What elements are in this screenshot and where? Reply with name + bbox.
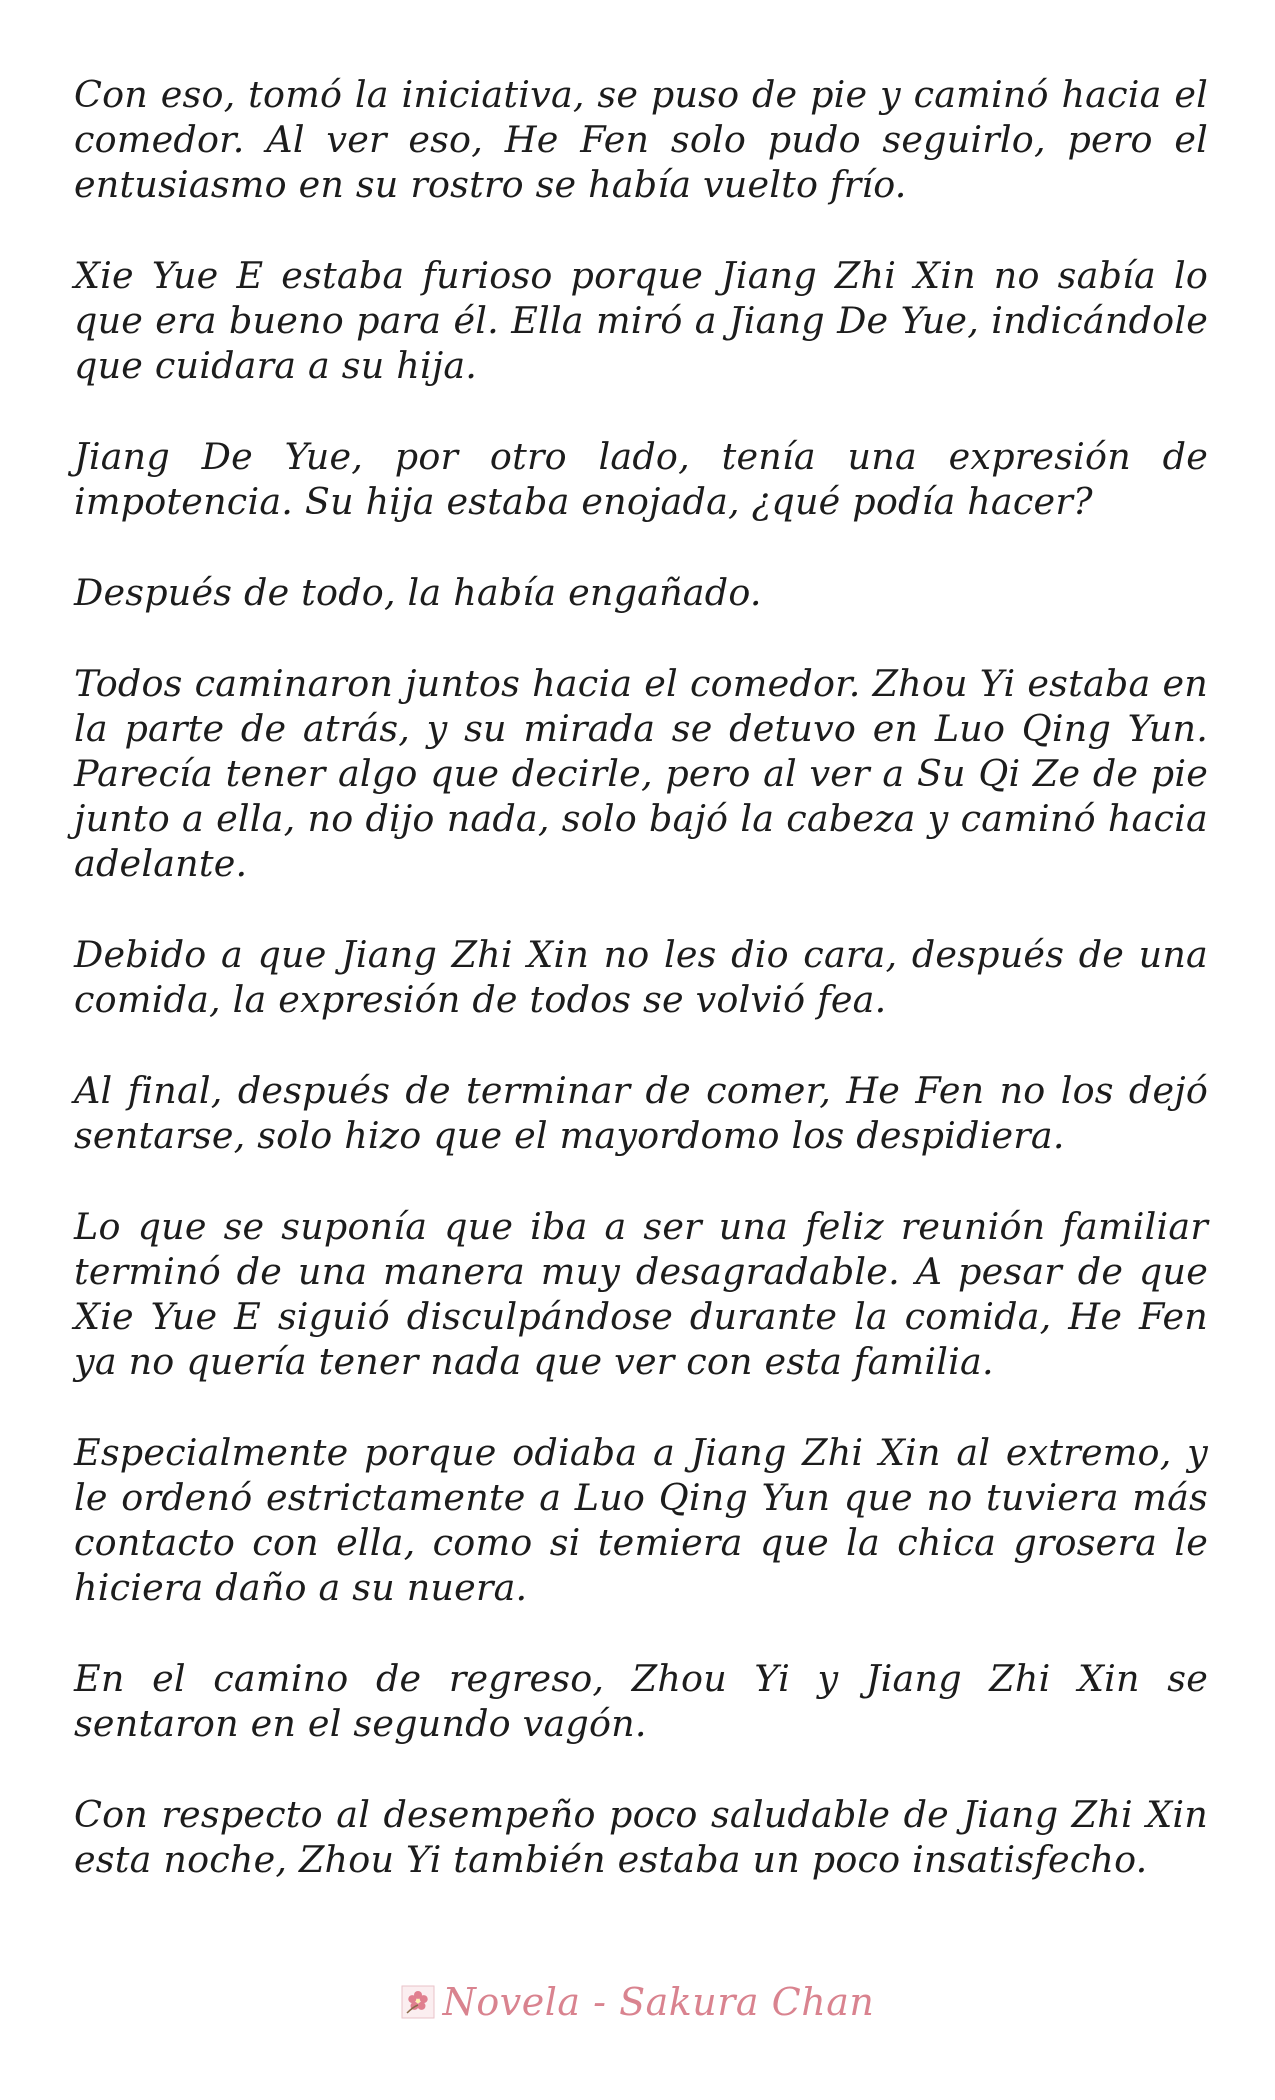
paragraph-10: En el camino de regreso, Zhou Yi y Jiang Zhi Xin se sentaron en el segundo vagón. [74,1657,1208,1745]
paragraph-9: Especialmente porque odiaba a Jiang Zhi Xin al extremo, y le ordenó estrictamente a Luo Qing Yun que no tuviera más contacto con ella, como si temiera que la chica grosera le hiciera daño a su nuera. [74,1431,1208,1609]
paragraph-1: Con eso, tomó la iniciativa, se puso de pie y caminó hacia el comedor. Al ver eso, He Fen solo pudo seguirlo, pero el entusiasmo en su rostro se había vuelto frío. [74,73,1208,206]
document-body [74,72,1208,1928]
paragraph-5: Todos caminaron juntos hacia el comedor. Zhou Yi estaba en la parte de atrás, y su mirada se detuvo en Luo Qing Yun. Parecía tener algo que decirle, pero al ver a Su Qi Ze de pie junto a ella, no dijo nada, solo bajó la cabeza y caminó hacia adelante. [74,662,1208,885]
footer-watermark [0,1980,1275,2024]
watermark-text: Novela - Sakura Chan [442,1980,875,2024]
paragraph-8: Lo que se suponía que iba a ser una feliz reunión familiar terminó de una manera muy desagradable. A pesar de que Xie Yue E siguió disculpándose durante la comida, He Fen ya no quería tener nada que ver con esta familia. [74,1205,1208,1383]
sakura-flower-icon [401,1985,435,2019]
paragraph-11: Con respecto al desempeño poco saludable de Jiang Zhi Xin esta noche, Zhou Yi también estaba un poco insatisfecho. [74,1793,1208,1881]
paragraph-4: Después de todo, la había engañado. [74,571,762,614]
paragraph-6: Debido a que Jiang Zhi Xin no les dio cara, después de una comida, la expresión de todos se volvió fea. [74,933,1208,1021]
paragraph-7: Al final, después de terminar de comer, He Fen no los dejó sentarse, solo hizo que el mayordomo los despidiera. [74,1069,1208,1157]
paragraph-2: Xie Yue E estaba furioso porque Jiang Zhi Xin no sabía lo que era bueno para él. Ella miró a Jiang De Yue, indicándole que cuidara a su hija. [74,254,1208,387]
paragraph-3: Jiang De Yue, por otro lado, tenía una expresión de impotencia. Su hija estaba enojada, ¿qué podía hacer? [74,435,1208,523]
